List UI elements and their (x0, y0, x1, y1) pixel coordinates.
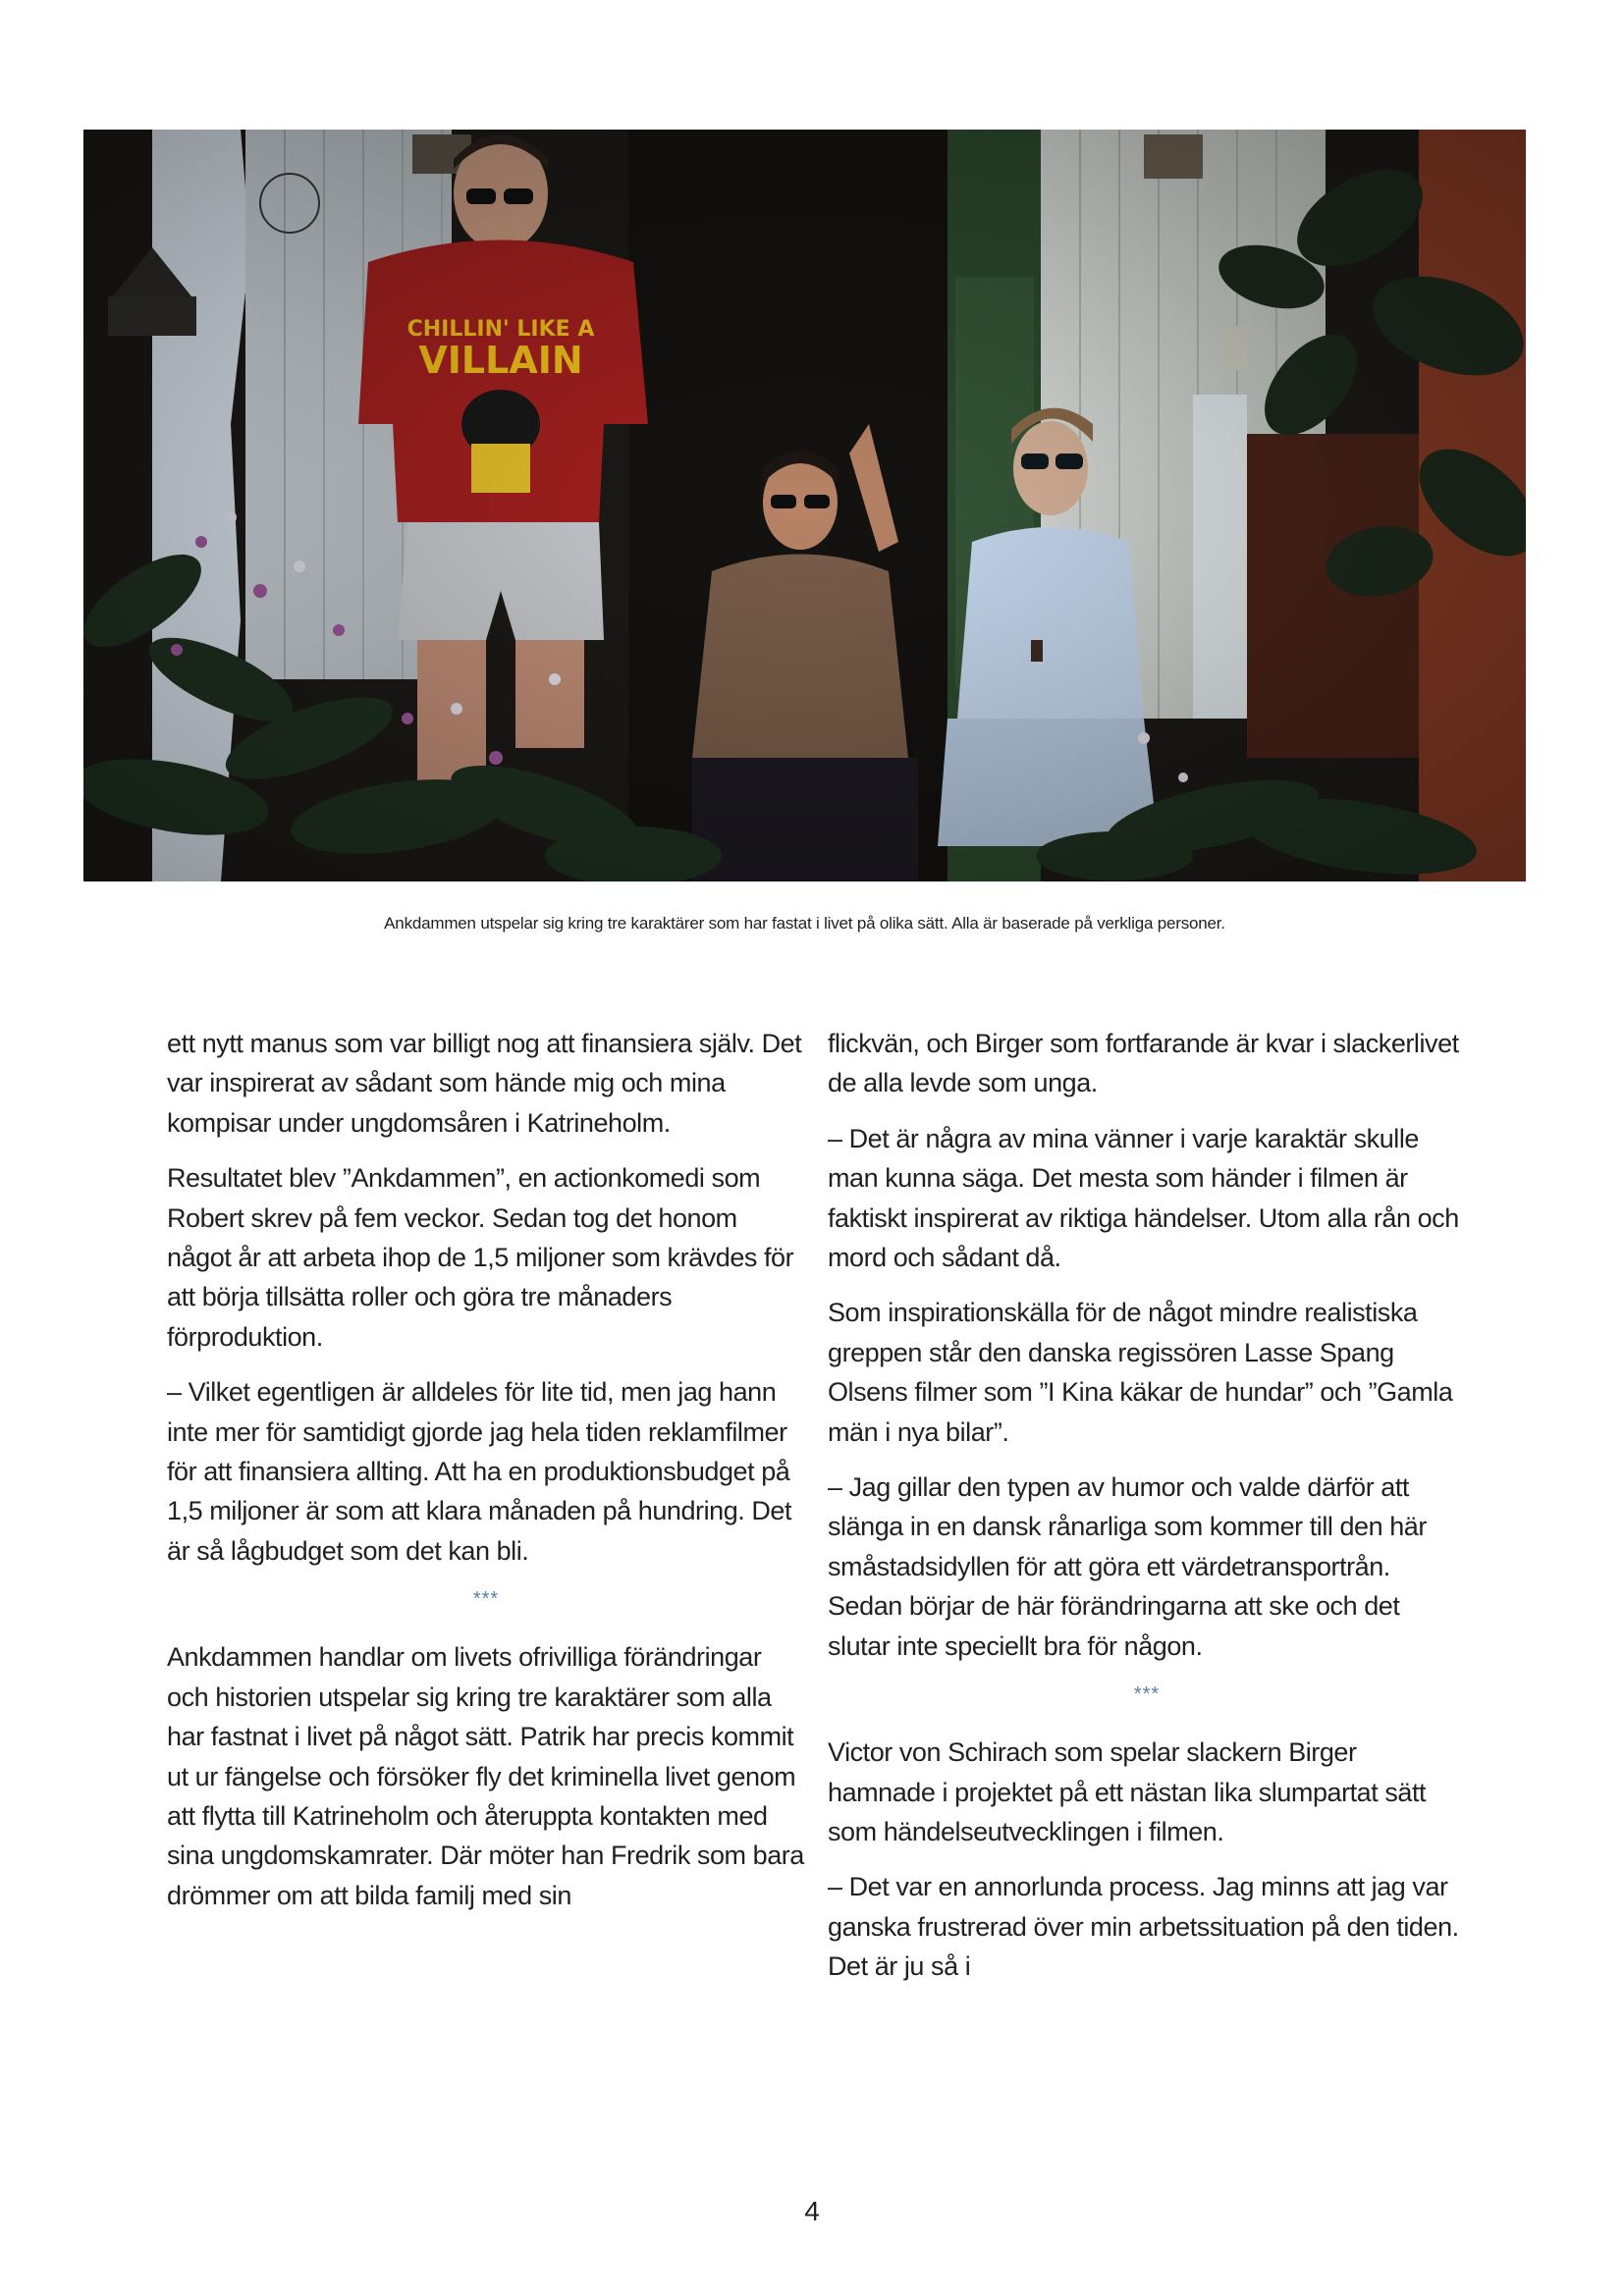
paragraph-quote: – Jag gillar den typen av humor och valde därför att slänga in en dansk rånarliga som kommer till den här småstadsidyllen för att göra ett värdetransportrån. Sedan börjar de här förändringarna att ske och det slutar inte speciellt bra för någon. (828, 1472, 1427, 1661)
page-number: 4 (804, 2196, 820, 2226)
paragraph: Resultatet blev ”Ankdammen”, en actionkomedi som Robert skrev på fem veckor. Sedan tog det honom något år att arbeta ihop de 1,5 miljoner som krävdes för att börja tillsätta roller och göra tre månaders förproduktion. (167, 1163, 794, 1352)
paragraph: Som inspirationskälla för de något mindre realistiska greppen står den danska regissören Lasse Spang Olsens filmer som ”I Kina käkar de hundar” och ”Gamla män i nya bilar”. (828, 1298, 1453, 1447)
paragraph-quote: – Vilket egentligen är alldeles för lite tid, men jag hann inte mer för samtidigt gjorde jag hela tiden reklamfilmer för att finansiera allting. Att ha en produktionsbudget på 1,5 miljoner är som att klara månaden på hundring. Det är så lågbudget som det kan bli. (167, 1377, 792, 1566)
article-column-right (828, 1024, 1466, 2002)
article-photo (83, 130, 1526, 881)
paragraph: Ankdammen handlar om livets ofrivilliga förändringar och historien utspelar sig kring tre karaktärer som alla har fastnat i livet på något sätt. Patrik har precis kommit ut ur fängelse och försöker fly det kriminella livet genom att flytta till Katrineholm och återuppta kontakten med sina ungdomskamrater. Där möter han Fredrik som bara drömmer om att bilda familj med sin (167, 1642, 804, 1910)
paragraph: Victor von Schirach som spelar slackern Birger hamnade i projektet på ett nästan lika slumpartat sätt som händelseutvecklingen i filmen. (828, 1737, 1427, 1846)
article-column-left (167, 1024, 805, 1931)
photo-illustration (83, 130, 1526, 881)
paragraph-quote: – Det var en annorlunda process. Jag minns att jag var ganska frustrerad över min arbetssituation på den tiden. Det är ju så i (828, 1872, 1459, 1982)
section-separator: *** (1133, 1683, 1161, 1706)
section-separator: *** (472, 1588, 500, 1611)
paragraph-quote: – Det är några av mina vänner i varje karaktär skulle man kunna säga. Det mesta som händer i filmen är faktiskt inspirerat av riktiga händelser. Utom alla rån och mord och sådant då. (828, 1123, 1459, 1273)
photo-caption: Ankdammen utspelar sig kring tre karaktärer som har fastat i livet på olika sätt. Alla är baserade på verkliga personer. (384, 914, 1225, 933)
paragraph: flickvän, och Birger som fortfarande är kvar i slackerlivet de alla levde som unga. (828, 1029, 1459, 1098)
paragraph: ett nytt manus som var billigt nog att finansiera själv. Det var inspirerat av sådant som hände mig och mina kompisar under ungdomsåren i Katrineholm. (167, 1029, 802, 1138)
